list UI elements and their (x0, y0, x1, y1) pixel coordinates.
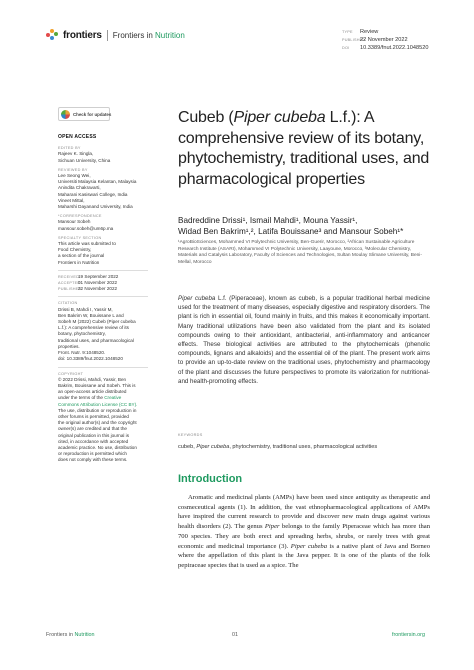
check-for-updates-button[interactable] (58, 107, 110, 121)
brand-name: frontiers (63, 29, 102, 41)
keywords-heading: KEYWORDS (178, 433, 203, 437)
affiliations: ¹AgroBioSciences, Mohammed VI Polytechnic University, Ben-Guerir, Morocco, ²African Sustainable Agriculture Research Institute (ASARI), Mohammed VI Polytechnic University, Laayoune, Morocco, ³Molecular Chemistry, Materials and Catalysis Laboratory, Faculty of Sciences and Technologies, Sultan Moulay Slimane University, Beni-Mellal, Morocco (178, 240, 422, 265)
divider (107, 30, 108, 41)
divider (58, 367, 148, 368)
correspondence-email[interactable]: mansour.sobeh@um6p.ma (58, 225, 114, 231)
meta-type: TYPE Review (342, 29, 379, 35)
crossmark-icon (61, 110, 70, 119)
citation-heading: CITATION (58, 301, 78, 306)
citation: Drissi B, Mahdi I, Yassir M, Ben Bakrim W, Bouissane L and Sobeh M (2022) Cubeb (Piper cubeba L.f.): A comprehensive review of its botany, phytochemistry, traditional uses, and pharmacological properties. Front. Nutr. 9:1048520. doi: 10.3389/fnut.2022.1048520 (58, 306, 136, 362)
keywords: cubeb, Piper cubeba, phytochemistry, traditional uses, pharmacological activities (178, 444, 378, 450)
frontiers-logo-icon (46, 29, 60, 41)
divider (58, 270, 148, 271)
frontiers-logo[interactable] (46, 29, 185, 41)
edited-by-heading: EDITED BY (58, 146, 81, 151)
copyright-heading: COPYRIGHT (58, 371, 84, 376)
page-footer (0, 632, 474, 642)
specialty-section-heading: SPECIALTY SECTION (58, 235, 102, 240)
meta-published: PUBLISHED22 November 2022 (342, 37, 408, 43)
footer-journal: Frontiers in Nutrition (46, 632, 95, 638)
cc-license-link[interactable]: Commons Attribution License (CC BY). (58, 401, 138, 407)
correspondence-heading: *CORRESPONDENCE (58, 214, 102, 219)
article-dates: RECEIVED 19 September 2022 ACCEPTED 01 November 2022 PUBLISHED 22 November 2022 (58, 273, 119, 292)
open-access-label: OPEN ACCESS (58, 134, 97, 140)
correspondence: Mansour Sobeh mansour.sobeh@um6p.ma (58, 219, 166, 231)
article-meta (342, 28, 428, 52)
introduction-body: Aromatic and medicinal plants (AMPs) have been used since antiquity as therapeutic and cosmeceutical agents (1). In addition, the vast ethnopharmacological applications of AMPs have inspired the current research to provide and discover new main drugs against various health disorders (2). The genus Piper belongs to the family Piperaceae which has more than 700 species. They are both erect and spreading herbs, shrubs, or rarely trees with great economic and medicinal importance (3). Piper cubeba is a native plant of Java and Borneo where the appellation of this plant is the Java pepper. It is one of the plants of the folk pepiraceae species that is used as a spice. The (178, 494, 430, 569)
cc-license-link[interactable]: Creative (104, 395, 122, 401)
reviewed-by: Lee Seong Wei, Universiti Malaysia Kelantan, Malaysia Anindita Chakravarti, Maharani Kasiswari College, India Vineet Mittal, Maharshi Dayanand University, India (58, 173, 137, 210)
edited-by: Rajeev K. Singla, Sichuan University, China (58, 151, 111, 163)
article-title: Cubeb (Piper cubeba L.f.): A comprehensive review of its botany, phytochemistry, traditional uses, and pharmacological properties (178, 109, 430, 188)
journal-name: Frontiers in Nutrition (112, 30, 185, 40)
divider (58, 296, 148, 297)
copyright: © 2022 Drissi, Mahdi, Yassir, Ben Bakrim, Bouissane and Sobeh. This is an open-access article distributed under the terms of the Creative Commons Attribution License (CC BY). The use, distribution or reproduction in other forums is permitted, provided the original author(s) and the copyright owner(s) are credited and that the original publication in this journal is cited, in accordance with accepted academic practice. No use, distribution or reproduction is permitted which does not comply with these terms. (58, 377, 166, 464)
meta-doi[interactable]: DOI 10.3389/fnut.2022.1048520 (342, 45, 429, 51)
author-list: Badreddine Drissi¹, Ismail Mahdi¹, Mouna Yassir¹, Widad Ben Bakrim¹,², Latifa Bouissane³ and Mansour Sobeh¹* (178, 216, 404, 236)
check-updates-label: Check for updates (73, 111, 112, 117)
article-sidebar (58, 134, 166, 466)
reviewed-by-heading: REVIEWED BY (58, 167, 88, 172)
section-heading-introduction: Introduction (178, 473, 243, 485)
specialty-section: This article was submitted to Food Chemistry, a section of the journal Frontiers in Nutrition (58, 241, 116, 265)
abstract: Piper cubeba L.f. (Piperaceae), known as cubeb, is a popular traditional herbal medicine used for the treatment of many diseases, especially digestive and respiratory disorders. The plant is rich in essential oil, found mainly in fruits, and this makes it economically important. Many traditional utilizations have been also validated from the plant and its isolated compounds owing to their antioxidant, antibacterial, anti-inflammatory and anticancer effects. These biological activities are attributed to the phytochemicals (phenolic compounds, lignans and alkaloids) and the essential oil of the plant. The present work aims to provide an up-to-date review on the traditional uses, phytochemistry and pharmacology of the plant and discusses the future perspectives to promote its valorization for nutritional- and health-promoting effects. (178, 295, 430, 385)
footer-url[interactable]: frontiersin.org (392, 632, 425, 638)
page-number: 01 (232, 632, 238, 638)
